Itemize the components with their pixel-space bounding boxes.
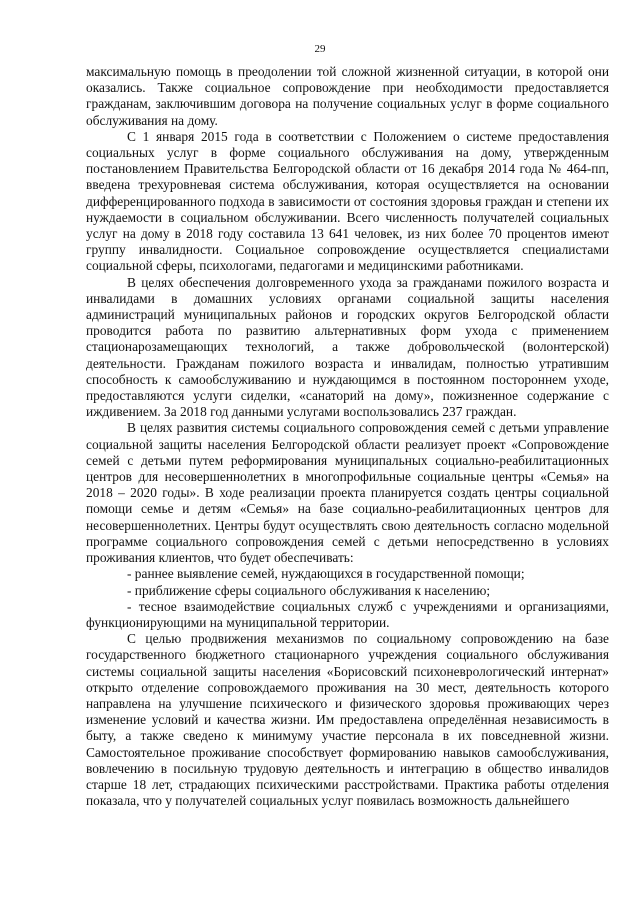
paragraph-continuation: максимальную помощь в преодолении той сложной жизненной ситуации, в которой они оказались. Также социальное сопровождение при необходимости предоставляется гражданам, заключившим договора на получение социальных услуг в форме социального обслуживания на дому.	[86, 64, 609, 128]
list-item: - приближение сферы социального обслуживания к населению;	[127, 582, 491, 598]
paragraph-home-service: С 1 января 2015 года в соответствии с Положением о системе предоставления социальных услуг в форме социального обслуживания на дому, утвержденным постановлением Правительства Белгородской области от 16 декабря 2014 года № 464-пп, введена трехуровневая система обслуживания, которая осуществляется на основании дифференцированного подхода в зависимости от состояния здоровья граждан и степени их нуждаемости в социальном обслуживании. Всего численность получателей социальных услуг на дому в 2018 году составила 13 641 человек, из них более 70 процентов имеют группу инвалидности. Социальное сопровождение осуществляется специалистами социальной сферы, психологами, педагогами и медицинскими работниками.	[86, 128, 609, 274]
list-item: - раннее выявление семей, нуждающихся в государственной помощи;	[127, 566, 525, 582]
paragraph-family-support: В целях развития системы социального сопровождения семей с детьми управление социальной защиты населения Белгородской области реализует проект «Сопровождение семей с детьми путем реформирования муниципальных социально-реабилитационных центров для несовершеннолетних в многопрофильные социальные центры «Семья» на 2018 – 2020 годы». В ходе реализации проекта планируется создать центры социальной помощи семье и детям «Семья» на базе социально-реабилитационных центров для несовершеннолетних. Центры будут осуществлять свою деятельность согласно модельной программе социального сопровождения семей с детьми непосредственно в условиях проживания клиентов, что будет обеспечивать:	[86, 420, 609, 566]
paragraph-supported-living: С целью продвижения механизмов по социальному сопровождению на базе государственного бюджетного стационарного учреждения социального обслуживания системы социальной защиты населения «Борисовский психоневрологический интернат» открыто отделение сопровождаемого проживания на 30 мест, деятельность которого направлена на улучшение психического и физического здоровья проживающих через изменение условий и качества жизни. Им предоставлена определённая независимость в быту, а также сведено к минимуму участие персонала в их повседневной жизни. Самостоятельное проживание способствует формированию навыков самообслуживания, вовлечению в посильную трудовую деятельность и интеграцию в общество инвалидов старше 18 лет, страдающих психическими расстройствами. Практика работы отделения показала, что у получателей социальных услуг появилась возможность дальнейшего	[86, 631, 609, 809]
paragraph-long-term-care: В целях обеспечения долговременного ухода за гражданами пожилого возраста и инвалидами в домашних условиях органами социальной защиты населения администраций муниципальных районов и городских округов Белгородской области проводится работа по развитию альтернативных форм ухода с применением стационарозамещающих технологий, а также добровольческой (волонтерской) деятельности. Гражданам пожилого возраста и инвалидам, полностью утратившим способность к самообслуживанию и нуждающимся в постоянном постороннем уходе, предоставляются услуги сиделки, «санаторий на дому», пожизненное содержание с иждивением. За 2018 год данными услугами воспользовались 237 граждан.	[86, 274, 609, 420]
list-item: - тесное взаимодействие социальных служб с учреждениями и организациями, функционирующими на муниципальной территории.	[86, 598, 609, 630]
body-text	[86, 64, 609, 809]
page-number: 29	[314, 43, 326, 55]
